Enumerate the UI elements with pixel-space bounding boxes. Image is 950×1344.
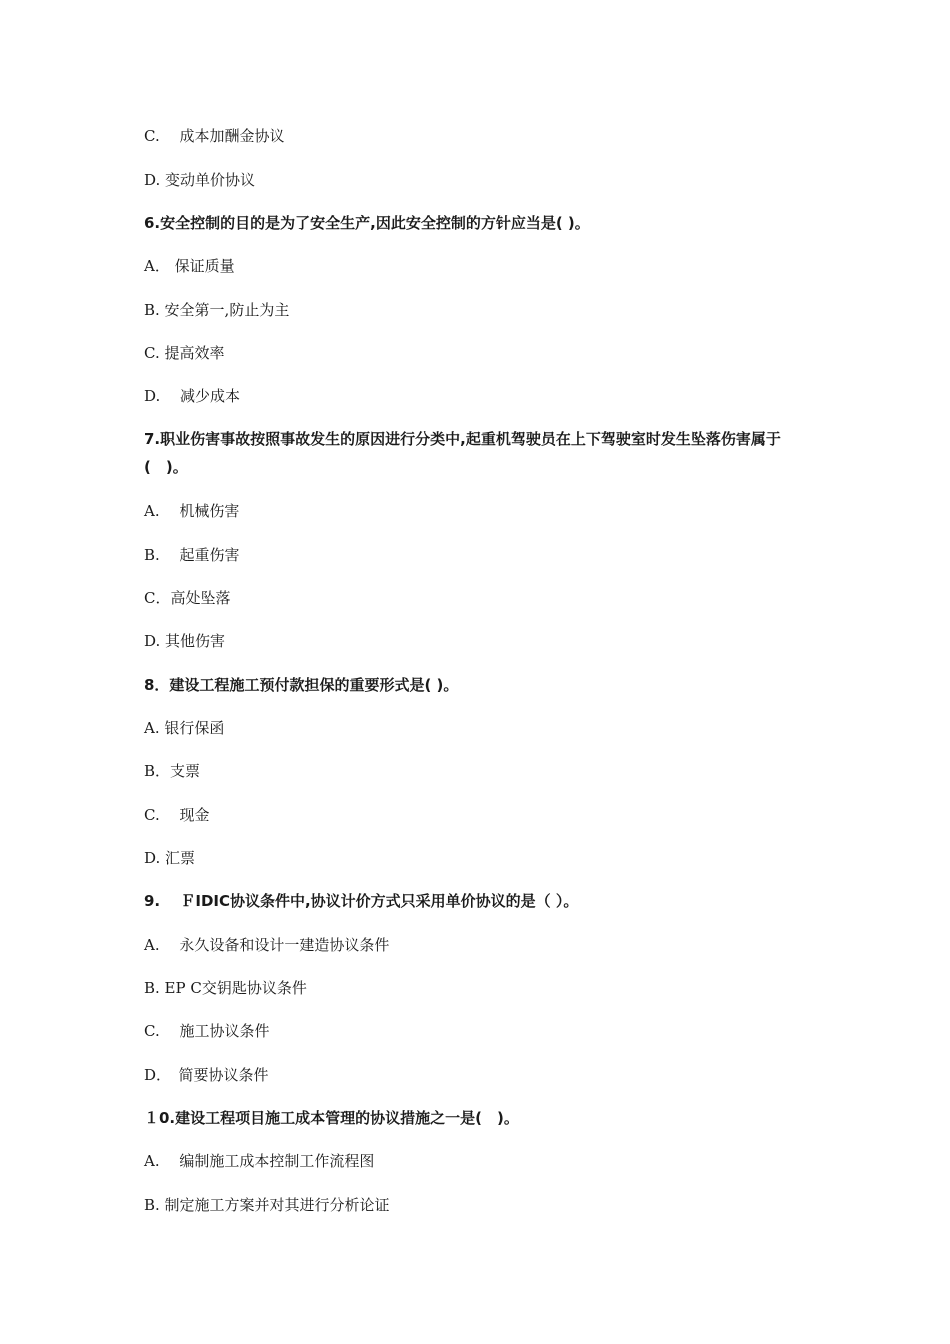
- option-a: A. 永久设备和设计一建造协议条件: [144, 936, 390, 954]
- question-8: 8．建设工程施工预付款担保的重要形式是( )。: [144, 676, 459, 694]
- question-7: 7.职业伤害事故按照事故发生的原因进行分类中,起重机驾驶员在上下驾驶室时发生坠落伤害属于( )。: [144, 430, 781, 476]
- option-d: D. 其他伤害: [144, 632, 226, 650]
- option-a: A. 机械伤害: [144, 502, 240, 520]
- option-d: D. 减少成本: [144, 387, 241, 405]
- option-a: A． 保证质量: [144, 257, 235, 275]
- option-c: C. 成本加酬金协议: [144, 127, 285, 145]
- option-d: D. 汇票: [144, 849, 196, 867]
- option-c: C．高处坠落: [144, 589, 231, 607]
- option-a: A. 编制施工成本控制工作流程图: [144, 1152, 375, 1170]
- option-d: D． 简要协议条件: [144, 1066, 269, 1084]
- option-b: B. 起重伤害: [144, 546, 240, 564]
- option-d: D. 变动单价协议: [144, 171, 256, 189]
- option-b: B．支票: [144, 762, 201, 780]
- question-9: 9. ＦIDIC协议条件中,协议计价方式只采用单价协议的是（ ）。: [144, 892, 579, 910]
- option-b: B. EP C交钥匙协议条件: [144, 979, 307, 997]
- question-10: １0.建设工程项目施工成本管理的协议措施之一是( )。: [144, 1109, 519, 1127]
- question-6: 6.安全控制的目的是为了安全生产,因此安全控制的方针应当是( )。: [144, 214, 590, 232]
- option-c: C. 施工协议条件: [144, 1022, 270, 1040]
- option-c: C. 提高效率: [144, 344, 225, 362]
- option-b: B. 安全第一,防止为主: [144, 301, 290, 319]
- option-c: C. 现金: [144, 806, 210, 824]
- option-a: A. 银行保函: [144, 719, 225, 737]
- option-b: B. 制定施工方案并对其进行分析论证: [144, 1196, 390, 1214]
